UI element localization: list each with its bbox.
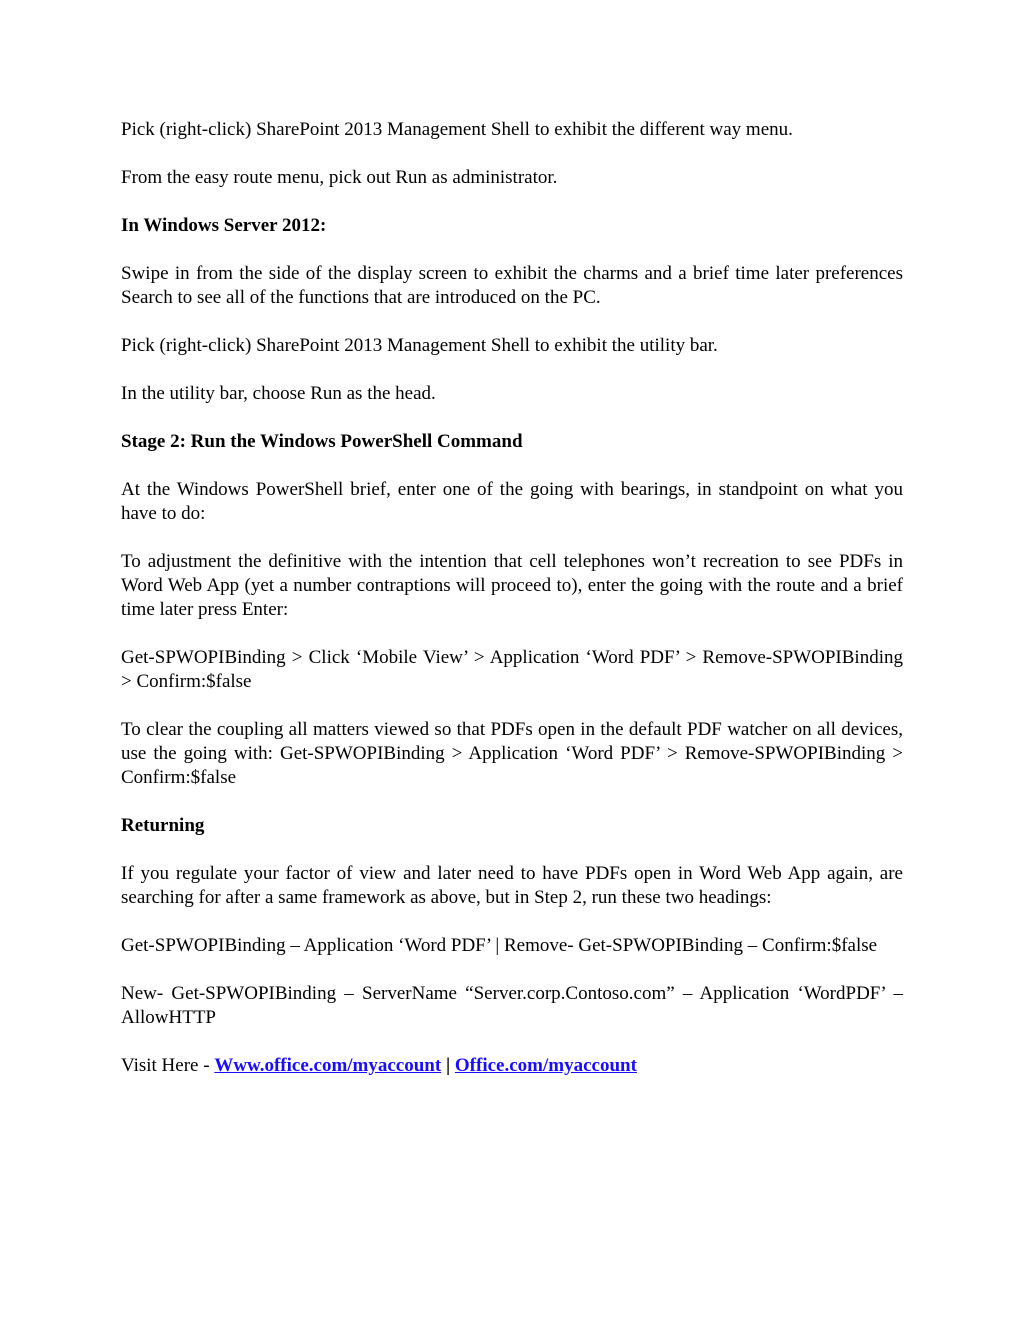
paragraph-run-as-admin: From the easy route menu, pick out Run as administrator.: [121, 167, 558, 188]
paragraph-command-remove: Get-SPWOPIBinding – Application ‘Word PDF’ | Remove- Get-SPWOPIBinding – Confirm:$false: [121, 935, 878, 956]
paragraph-command-new-binding: New- Get-SPWOPIBinding – ServerName “Server.corp.Contoso.com” – Application ‘WordPDF’ – AllowHTTP: [121, 983, 903, 1028]
office-myaccount-link-1[interactable]: Www.office.com/myaccount: [214, 1055, 442, 1076]
paragraph-clear-coupling: To clear the coupling all matters viewed so that PDFs open in the default PDF watcher on all devices, use the going with: Get-SPWOPIBinding > Application ‘Word PDF’ > Remove-SPWOPIBinding > Confirm:$false: [121, 719, 903, 788]
paragraph-run-as-head: In the utility bar, choose Run as the head.: [121, 383, 436, 404]
heading-returning: Returning: [121, 815, 205, 836]
heading-windows-server: In Windows Server 2012:: [121, 215, 327, 236]
paragraph-cell-telephones: To adjustment the definitive with the intention that cell telephones won’t recreation to see PDFs in Word Web App (yet a number contraptions will proceed to), enter the going with the route and a brief time later press Enter:: [121, 551, 903, 620]
link-separator: |: [445, 1055, 451, 1076]
paragraph-swipe-charms: Swipe in from the side of the display screen to exhibit the charms and a brief time later preferences Search to see all of the functions that are introduced on the PC.: [121, 263, 903, 308]
office-myaccount-link-2[interactable]: Office.com/myaccount: [454, 1055, 637, 1076]
paragraph-command-mobile-view: Get-SPWOPIBinding > Click ‘Mobile View’ > Application ‘Word PDF’ > Remove-SPWOPIBinding > Confirm:$false: [121, 647, 903, 692]
visit-line: [121, 1054, 903, 1078]
visit-prefix: Visit Here -: [121, 1055, 215, 1076]
paragraph-regulate-view: If you regulate your factor of view and later need to have PDFs open in Word Web App again, are searching for after a same framework as above, but in Step 2, run these two headings:: [121, 863, 903, 908]
paragraph-powershell-brief: At the Windows PowerShell brief, enter one of the going with bearings, in standpoint on what you have to do:: [121, 479, 903, 524]
paragraph-utility-bar: Pick (right-click) SharePoint 2013 Management Shell to exhibit the utility bar.: [121, 335, 718, 356]
paragraph-right-click-shell: Pick (right-click) SharePoint 2013 Management Shell to exhibit the different way menu.: [121, 119, 793, 140]
document-body: [121, 118, 903, 1102]
heading-stage-2: Stage 2: Run the Windows PowerShell Command: [121, 431, 523, 452]
